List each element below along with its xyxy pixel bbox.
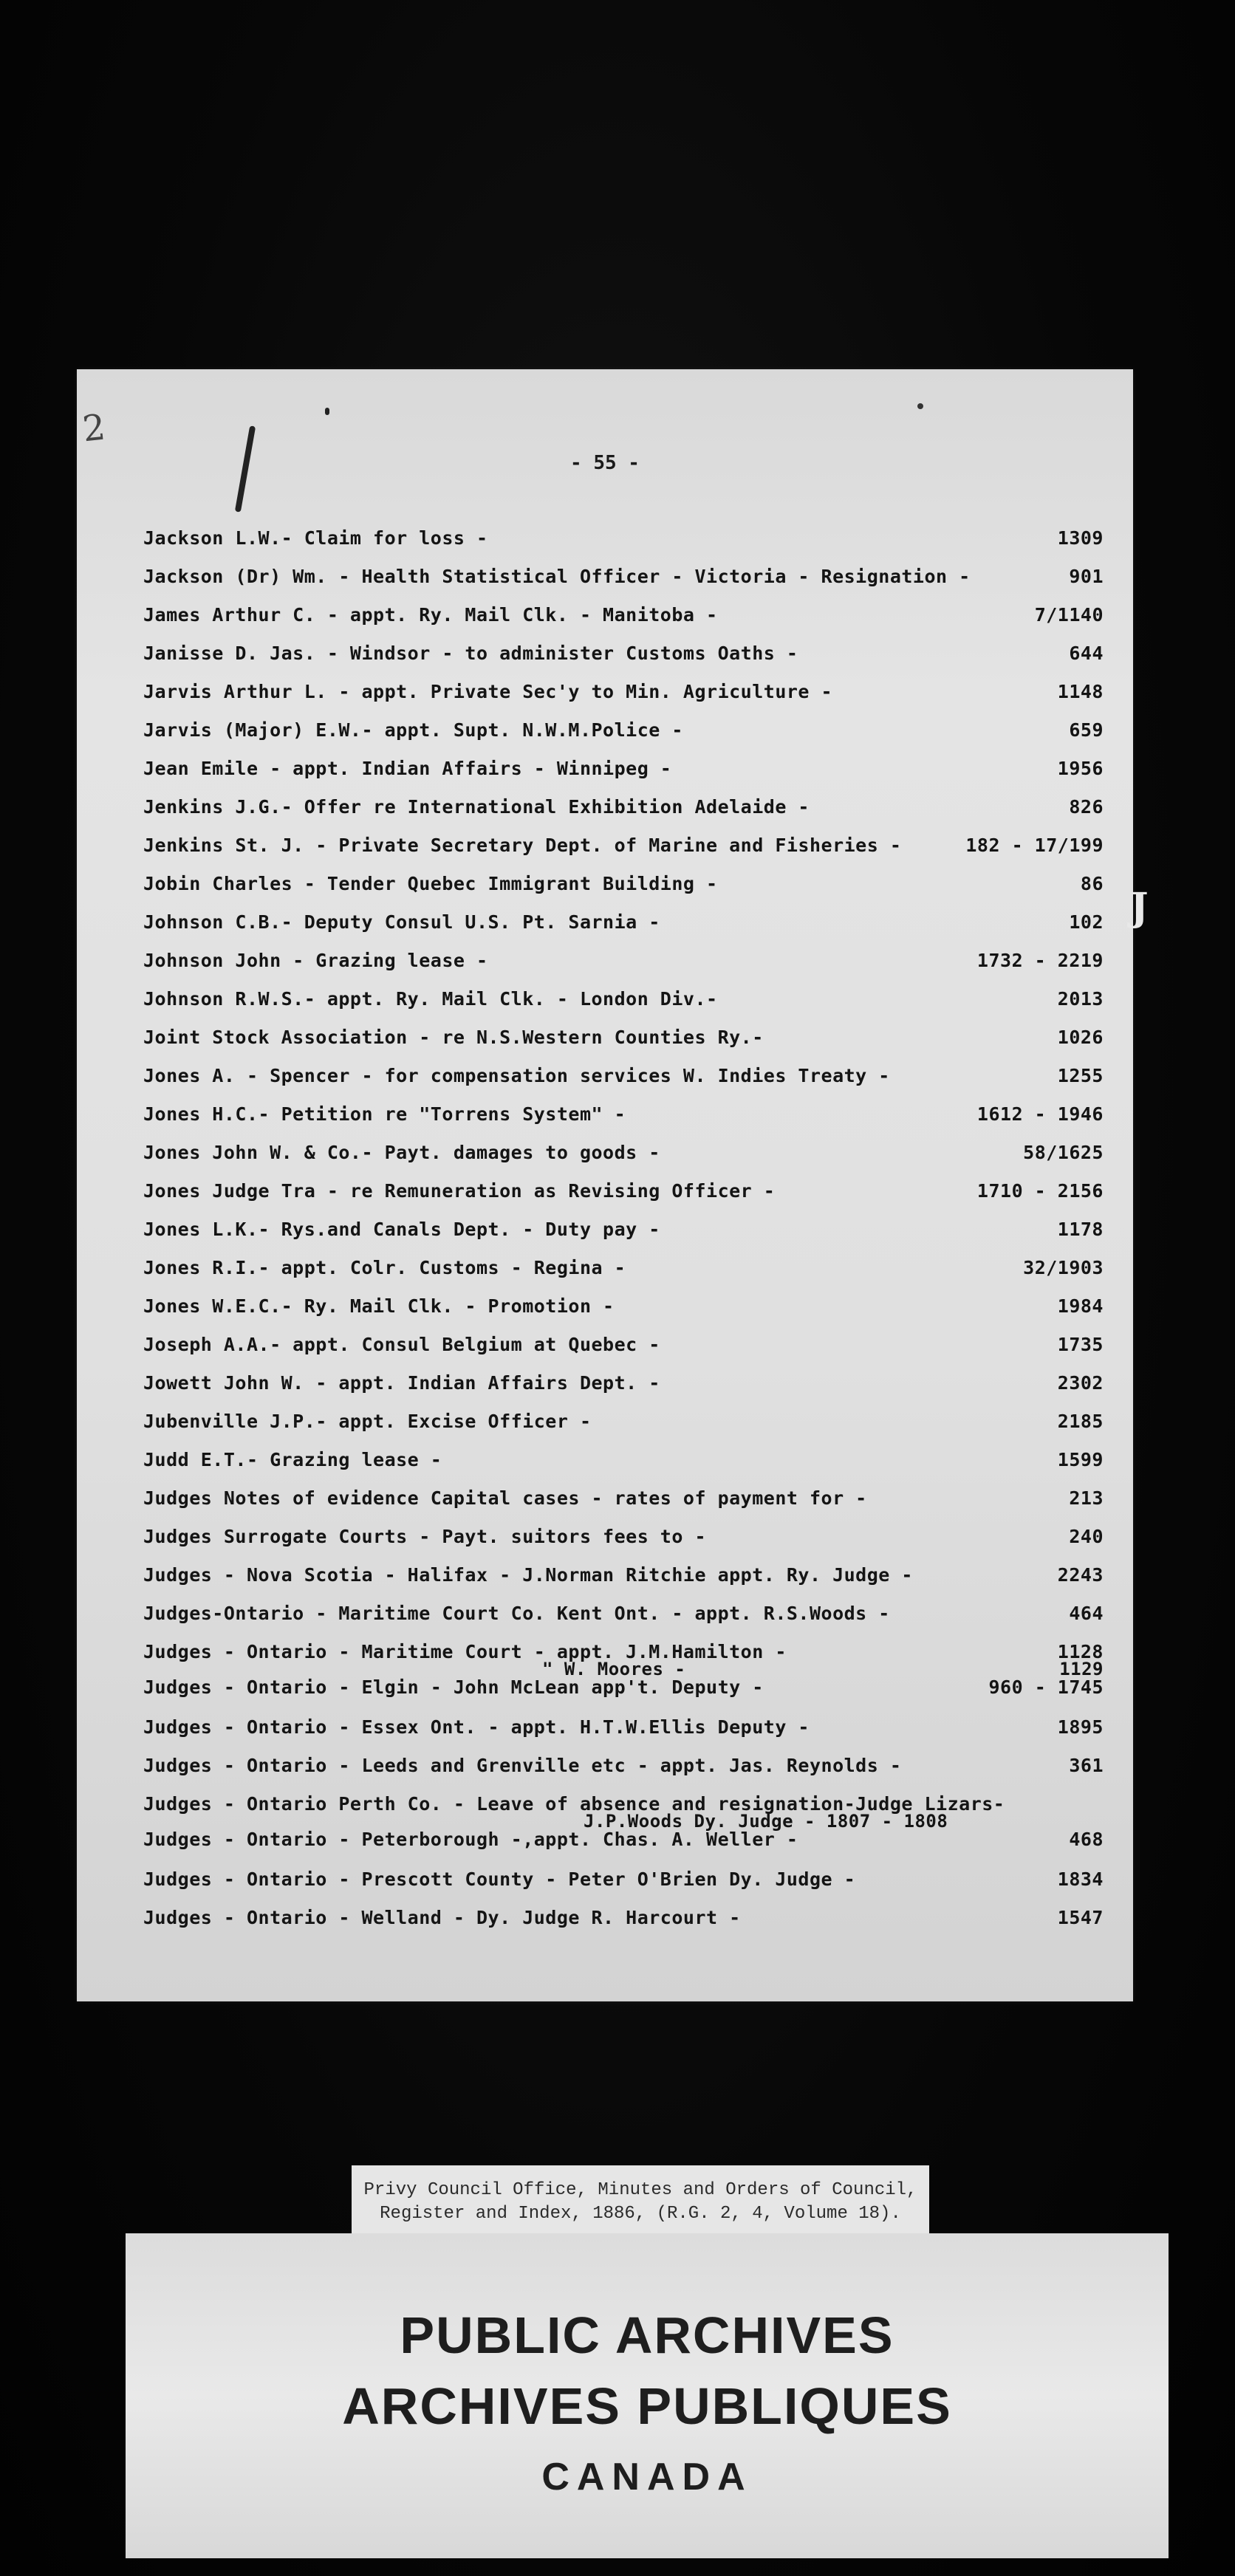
entry-text: Jones H.C.- Petition re "Torrens System" -	[143, 1103, 626, 1125]
entry-reference: 644	[1069, 643, 1104, 664]
entry-reference: 361	[1069, 1755, 1104, 1776]
entry-reference: 1984	[1057, 1295, 1104, 1317]
index-entry	[143, 527, 1104, 560]
index-entry	[143, 681, 1104, 713]
entry-reference: 1148	[1057, 681, 1104, 702]
entry-text: Jubenville J.P.- appt. Excise Officer -	[143, 1411, 592, 1432]
entry-text: Judges - Ontario - Essex Ont. - appt. H.T.W.Ellis Deputy -	[143, 1716, 810, 1738]
entry-subtext: " W. Moores -	[542, 1659, 686, 1679]
entry-text: Judges - Ontario - Peterborough -,appt. Chas. A. Weller -	[143, 1829, 798, 1850]
entry-reference: 58/1625	[1023, 1142, 1104, 1163]
entry-reference: 826	[1069, 796, 1104, 818]
entry-reference: 1309	[1057, 527, 1104, 549]
index-entry	[143, 719, 1104, 752]
entry-text: Judges - Ontario - Maritime Court - appt. J.M.Hamilton -	[143, 1641, 787, 1662]
document-sheet	[77, 369, 1133, 2001]
entry-reference: 1612 - 1946	[976, 1103, 1104, 1125]
index-entry	[143, 1065, 1104, 1097]
entry-reference: 2302	[1057, 1372, 1104, 1394]
entry-reference: 182 - 17/199	[965, 835, 1104, 856]
entry-reference: 1956	[1057, 758, 1104, 779]
entry-text: Janisse D. Jas. - Windsor - to administer Customs Oaths -	[143, 643, 798, 664]
index-entry	[143, 1449, 1104, 1481]
index-entry	[143, 1868, 1104, 1901]
entry-subtext: J.P.Woods Dy. Judge - 1807 - 1808	[584, 1811, 948, 1832]
index-entry	[143, 643, 1104, 675]
entry-text: Johnson R.W.S.- appt. Ry. Mail Clk. - London Div.-	[143, 988, 718, 1010]
entry-text: Judd E.T.- Grazing lease -	[143, 1449, 442, 1470]
entry-text: James Arthur C. - appt. Ry. Mail Clk. - Manitoba -	[143, 604, 718, 626]
index-entry	[143, 1603, 1104, 1635]
entry-reference: 1895	[1057, 1716, 1104, 1738]
entry-text: Judges - Ontario - Elgin - John McLean app't. Deputy -	[143, 1676, 764, 1698]
index-entry	[143, 1907, 1104, 1939]
index-entry	[143, 1829, 1104, 1861]
margin-mark: 2	[81, 406, 108, 451]
entry-reference: 1735	[1057, 1334, 1104, 1355]
index-entry	[143, 1334, 1104, 1366]
entry-reference: 468	[1069, 1829, 1104, 1850]
caption-line: Register and Index, 1886, (R.G. 2, 4, Volume 18).	[380, 2204, 901, 2224]
entry-text: Johnson C.B.- Deputy Consul U.S. Pt. Sarnia -	[143, 911, 660, 933]
entry-reference: 1026	[1057, 1027, 1104, 1048]
index-entry	[143, 1487, 1104, 1520]
entry-reference: 1732 - 2219	[976, 950, 1104, 971]
entry-reference: 1255	[1057, 1065, 1104, 1086]
index-entry	[143, 1142, 1104, 1174]
entry-reference: 1710 - 2156	[976, 1180, 1104, 1202]
archives-banner	[126, 2233, 1169, 2558]
entry-text: Jowett John W. - appt. Indian Affairs Dept. -	[143, 1372, 660, 1394]
source-caption	[352, 2165, 929, 2242]
index-entry	[143, 566, 1104, 598]
entry-reference: 901	[1069, 566, 1104, 587]
banner-title-english: PUBLIC ARCHIVES	[400, 2306, 894, 2364]
entry-reference: 1547	[1057, 1907, 1104, 1928]
entry-reference: 86	[1080, 873, 1104, 894]
entry-reference: 2185	[1057, 1411, 1104, 1432]
entry-text: Judges - Ontario - Leeds and Grenville etc - appt. Jas. Reynolds -	[143, 1755, 902, 1776]
entry-text: Joint Stock Association - re N.S.Western Counties Ry.-	[143, 1027, 764, 1048]
entry-text: Judges-Ontario - Maritime Court Co. Kent Ont. - appt. R.S.Woods -	[143, 1603, 890, 1624]
caption-line: Privy Council Office, Minutes and Orders of Council,	[363, 2180, 917, 2200]
entry-text: Jenkins St. J. - Private Secretary Dept. of Marine and Fisheries -	[143, 835, 902, 856]
index-entry	[143, 1257, 1104, 1289]
index-entry	[143, 1564, 1104, 1597]
entry-reference: 32/1903	[1023, 1257, 1104, 1278]
entry-text: Judges Notes of evidence Capital cases - rates of payment for -	[143, 1487, 867, 1509]
index-entry	[143, 1027, 1104, 1059]
entry-text: Jarvis Arthur L. - appt. Private Sec'y to Min. Agriculture -	[143, 681, 833, 702]
ink-speck	[325, 408, 329, 415]
entry-text: Jean Emile - appt. Indian Affairs - Winnipeg -	[143, 758, 672, 779]
banner-country: CANADA	[541, 2456, 753, 2498]
entry-text: Judges - Ontario - Welland - Dy. Judge R. Harcourt -	[143, 1907, 741, 1928]
index-entry	[143, 950, 1104, 982]
entry-reference: 240	[1069, 1526, 1104, 1547]
entry-text: Jones Judge Tra - re Remuneration as Revising Officer -	[143, 1180, 776, 1202]
index-entry	[143, 1526, 1104, 1558]
entry-reference: 1178	[1057, 1219, 1104, 1240]
entry-subreference: 1129	[1059, 1659, 1104, 1679]
entry-reference: 102	[1069, 911, 1104, 933]
entry-text: Judges - Nova Scotia - Halifax - J.Norman Ritchie appt. Ry. Judge -	[143, 1564, 913, 1586]
index-entry	[143, 1676, 1104, 1709]
index-entry	[143, 604, 1104, 637]
entry-reference: 1128	[1057, 1641, 1104, 1662]
index-entry	[143, 1372, 1104, 1405]
index-entry	[143, 796, 1104, 829]
entry-text: Jones R.I.- appt. Colr. Customs - Regina -	[143, 1257, 626, 1278]
index-entry	[143, 835, 1104, 867]
entry-text: Johnson John - Grazing lease -	[143, 950, 488, 971]
index-entry	[143, 1295, 1104, 1328]
index-tab-letter: J	[1130, 885, 1149, 930]
ink-speck	[917, 403, 923, 409]
index-entry	[143, 1219, 1104, 1251]
entry-text: Jobin Charles - Tender Quebec Immigrant Building -	[143, 873, 718, 894]
index-entry	[143, 1180, 1104, 1213]
entry-text: Jones A. - Spencer - for compensation services W. Indies Treaty -	[143, 1065, 890, 1086]
index-entry	[143, 1103, 1104, 1136]
entry-text: Judges - Ontario Perth Co. - Leave of absence and resignation-Judge Lizars-	[143, 1793, 1005, 1815]
index-entry	[143, 1755, 1104, 1787]
entry-reference: 1599	[1057, 1449, 1104, 1470]
index-entry	[143, 911, 1104, 944]
index-entry	[143, 1716, 1104, 1749]
index-entry	[143, 988, 1104, 1021]
banner-title-french: ARCHIVES PUBLIQUES	[342, 2377, 952, 2435]
entry-text: Jones L.K.- Rys.and Canals Dept. - Duty pay -	[143, 1219, 660, 1240]
entry-text: Judges Surrogate Courts - Payt. suitors fees to -	[143, 1526, 707, 1547]
entry-reference: 2013	[1057, 988, 1104, 1010]
entry-text: Jones W.E.C.- Ry. Mail Clk. - Promotion -	[143, 1295, 615, 1317]
entry-text: Jarvis (Major) E.W.- appt. Supt. N.W.M.Police -	[143, 719, 683, 741]
index-entry	[143, 1411, 1104, 1443]
entry-reference: 464	[1069, 1603, 1104, 1624]
entry-reference: 2243	[1057, 1564, 1104, 1586]
entry-text: Judges - Ontario - Prescott County - Peter O'Brien Dy. Judge -	[143, 1868, 856, 1890]
index-entry	[143, 758, 1104, 790]
entry-reference: 1834	[1057, 1868, 1104, 1890]
entry-text: Jackson L.W.- Claim for loss -	[143, 527, 488, 549]
entry-text: Jackson (Dr) Wm. - Health Statistical Officer - Victoria - Resignation -	[143, 566, 971, 587]
entry-reference: 213	[1069, 1487, 1104, 1509]
entry-text: Joseph A.A.- appt. Consul Belgium at Quebec -	[143, 1334, 660, 1355]
entry-reference: 659	[1069, 719, 1104, 741]
entry-text: Jenkins J.G.- Offer re International Exhibition Adelaide -	[143, 796, 810, 818]
entry-reference: 7/1140	[1034, 604, 1104, 626]
page-number: - 55 -	[570, 452, 640, 474]
entry-text: Jones John W. & Co.- Payt. damages to goods -	[143, 1142, 660, 1163]
entry-reference: 960 - 1745	[988, 1676, 1104, 1698]
index-entry	[143, 873, 1104, 905]
